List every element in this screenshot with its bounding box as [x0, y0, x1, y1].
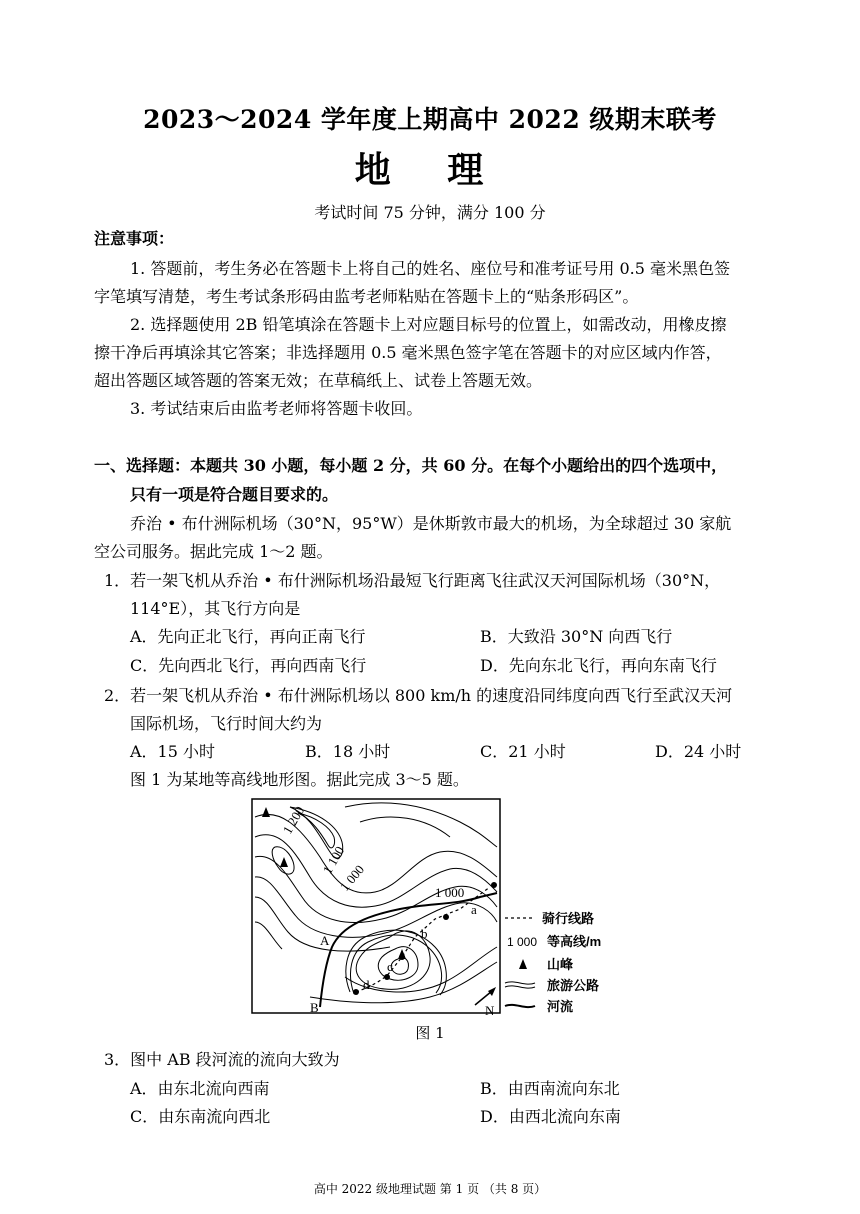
map-legend: [505, 911, 601, 1014]
contour-label: 1 000: [435, 885, 465, 900]
point-label: A: [320, 933, 330, 948]
contour-label: 1 200: [279, 803, 308, 837]
q3-option-a: A．由东北流向西南: [130, 1079, 270, 1098]
point-label: a: [471, 902, 477, 917]
notice-heading: 注意事项：: [94, 229, 175, 248]
subject-title: 地 理: [354, 149, 506, 191]
north-arrow-head: [488, 987, 496, 996]
page-footer: 高中 2022 级地理试题 第 1 页 （共 8 页）: [313, 1182, 547, 1196]
contour-line: [345, 803, 497, 847]
q2-option-b: B．18 小时: [305, 742, 391, 761]
q2-option-c: C．21 小时: [480, 742, 566, 761]
contour-line: [310, 962, 497, 1003]
contour-line: [360, 817, 450, 837]
peak-icon: [519, 959, 527, 969]
point-label: c: [387, 959, 393, 974]
notice-line: 1. 答题前，考生务必在答题卡上将自己的姓名、座位号和准考证号用 0.5 毫米黑色签: [130, 259, 730, 278]
contour-line: [378, 947, 418, 981]
section-heading-cont: 只有一项是符合题目要求的。: [130, 485, 339, 504]
legend-contour: 等高线/m: [547, 934, 602, 949]
legend-peak: 山峰: [547, 957, 574, 972]
contour-line: [255, 922, 282, 949]
contour-label: 1 000: [336, 861, 368, 894]
question-1-stem-cont: 114°E），其飞行方向是: [130, 599, 301, 618]
route-point: [384, 974, 390, 980]
exam-title: 2023～2024 学年度上期高中 2022 级期末联考: [143, 105, 717, 134]
q3-option-b: B．由西南流向东北: [480, 1079, 620, 1098]
material-text: 乔治 • 布什洲际机场（30°N，95°W）是休斯敦市最大的机场，为全球超过 30 家航: [130, 514, 732, 533]
notice-line: 2. 选择题使用 2B 铅笔填涂在答题卡上对应题目标号的位置上，如需改动，用橡皮擦: [130, 315, 727, 334]
peak-icon: [280, 857, 288, 867]
question-2-stem-cont: 国际机场，飞行时间大约为: [130, 714, 323, 733]
contour-label: 1 100: [319, 843, 348, 877]
q1-option-b: B．大致沿 30°N 向西飞行: [480, 627, 673, 646]
route-point: [491, 882, 497, 888]
q1-option-c: C．先向西北飞行，再向西南飞行: [130, 656, 367, 675]
legend-ride: 骑行线路: [542, 911, 595, 926]
q3-option-c: C．由东南流向西北: [130, 1107, 271, 1126]
q2-option-a: A．15 小时: [130, 742, 216, 761]
q2-option-d: D．24 小时: [655, 742, 742, 761]
question-3-stem: 3．图中 AB 段河流的流向大致为: [104, 1050, 340, 1069]
figure-caption: 图 1: [415, 1024, 445, 1042]
notice-line: 字笔填写清楚，考生考试条形码由监考老师粘贴在答题卡上的“贴条形码区”。: [94, 287, 639, 306]
exam-info: 考试时间 75 分钟，满分 100 分: [314, 203, 546, 222]
question-2-stem: 2．若一架飞机从乔治 • 布什洲际机场以 800 km/h 的速度沿同纬度向西飞行至武汉天河: [104, 686, 733, 705]
peak-icon: [398, 949, 406, 959]
point-label: d: [363, 977, 370, 992]
notice-line: 擦干净后再填涂其它答案；非选择题用 0.5 毫米黑色签字笔在答题卡的对应区域内作答，: [94, 343, 722, 362]
q1-option-a: A．先向正北飞行，再向正南飞行: [130, 627, 366, 646]
point-label: b: [421, 926, 428, 941]
notice-line: 3. 考试结束后由监考老师将答题卡收回。: [130, 399, 423, 418]
route-point: [443, 914, 449, 920]
peak-icon: [262, 807, 270, 817]
point-label: N: [485, 1003, 495, 1017]
material-text: 空公司服务。据此完成 1～2 题。: [94, 542, 333, 561]
question-1-stem: 1．若一架飞机从乔治 • 布什洲际机场沿最短飞行距离飞往武汉天河国际机场（30°N，: [104, 571, 721, 590]
legend-contour-value: 1 000: [507, 935, 538, 949]
q3-option-d: D．由西北流向东南: [480, 1107, 621, 1126]
contour-map-figure: [250, 797, 610, 1017]
legend-road: 旅游公路: [547, 978, 600, 993]
legend-river: 河流: [547, 999, 574, 1014]
q1-option-d: D．先向东北飞行，再向东南飞行: [480, 656, 717, 675]
point-label: B: [310, 1000, 319, 1015]
notice-line: 超出答题区域答题的答案无效；在草稿纸上、试卷上答题无效。: [94, 371, 543, 390]
route-point: [353, 989, 359, 995]
material-text: 图 1 为某地等高线地形图。据此完成 3～5 题。: [130, 770, 469, 789]
section-heading: 一、选择题：本题共 30 小题，每小题 2 分，共 60 分。在每个小题给出的四个选项中，: [94, 456, 728, 475]
